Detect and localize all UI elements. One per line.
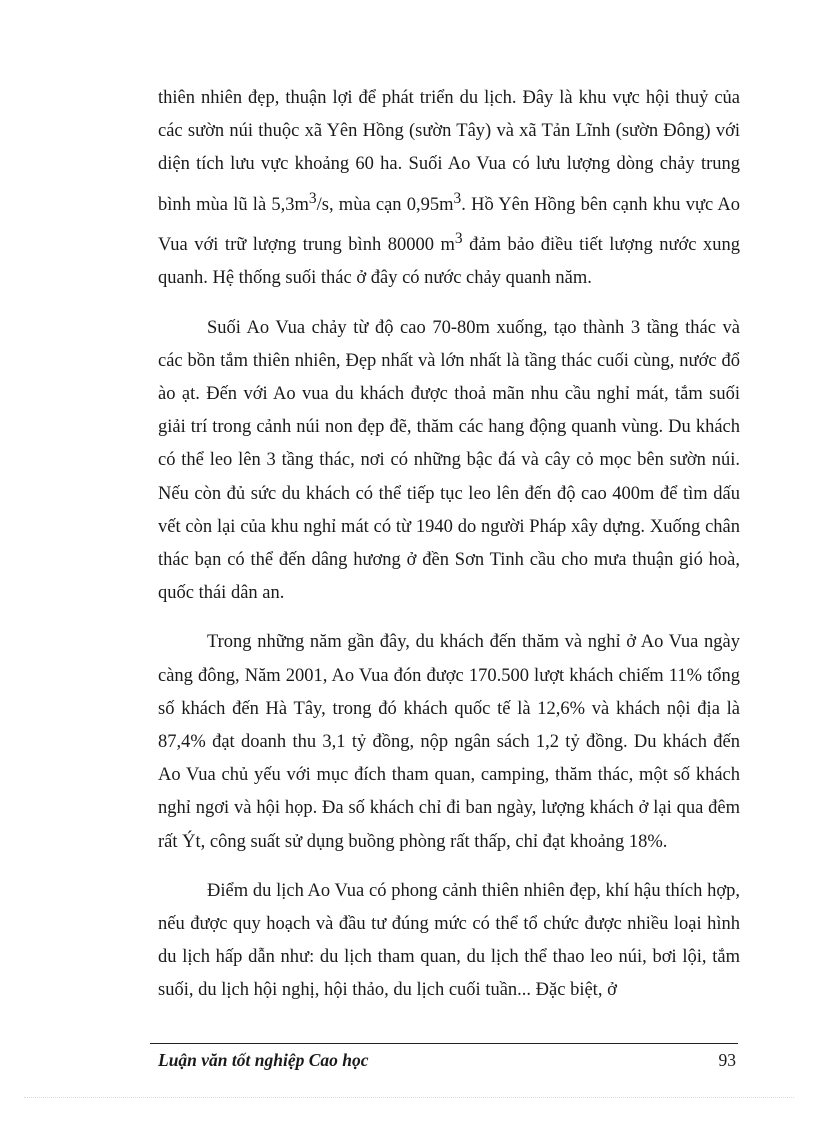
text-run: /s, mùa cạn 0,95m <box>316 194 454 215</box>
paragraph-2 <box>158 312 740 611</box>
text-run: thiên nhiên đẹp, thuận lợi để phát triển du lịch. Đây là khu vực hội thuỷ của các sườn núi thuộc xã Yên Hồng (sườn Tây) và xã Tản Lĩnh (sườn Đông) với diện tích lưu vực khoảng 60 ha. Suối Ao Vua có lưu lượng dòng chảy trung bình mùa lũ là 5,3m <box>158 88 740 215</box>
paragraph-1 <box>158 82 740 296</box>
text-run: . Hồ Yên Hồng bên cạnh khu vực Ao Vua với trữ lượng trung bình 80000 m <box>158 194 740 256</box>
superscript: 3 <box>453 189 462 207</box>
superscript: 3 <box>454 229 463 247</box>
superscript: 3 <box>308 189 317 207</box>
footer-row <box>150 1050 738 1071</box>
page-footer <box>150 1043 738 1071</box>
footer-divider <box>150 1043 738 1044</box>
footer-thesis-title: Luận văn tốt nghiệp Cao học <box>158 1050 369 1070</box>
page-body <box>158 82 740 1024</box>
page-number: 93 <box>718 1050 736 1070</box>
page-edge-divider <box>24 1097 794 1098</box>
text-run: đảm bảo điều tiết lượng nước xung quanh. Hệ thống suối thác ở đây có nước chảy quanh năm. <box>158 235 740 289</box>
text-run: Suối Ao Vua chảy từ độ cao 70-80m xuống, tạo thành 3 tầng thác và các bồn tắm thiên nhiên, Đẹp nhất và lớn nhất là tầng thác cuối cùng, nước đổ ào ạt. Đến với Ao vua du khách được thoả mãn nhu cầu nghỉ mát, tắm suối giải trí trong cảnh núi non đẹp đẽ, thăm các hang động quanh vùng. Du khách có thể leo lên 3 tầng thác, nơi có những bậc đá và cây cỏ mọc bên sườn núi. Nếu còn đủ sức du khách có thể tiếp tục leo lên đến độ cao 400m để tìm dấu vết còn lại của khu nghỉ mát có từ 1940 do người Pháp xây dựng. Xuống chân thác bạn có thể đến dâng hương ở đền Sơn Tinh cầu cho mưa thuận gió hoà, quốc thái dân an. <box>158 317 740 604</box>
paragraph-3 <box>158 626 740 858</box>
text-run: Điểm du lịch Ao Vua có phong cảnh thiên nhiên đẹp, khí hậu thích hợp, nếu được quy hoạch và đầu tư đúng mức có thể tổ chức được nhiều loại hình du lịch hấp dẫn như: du lịch tham quan, du lịch thể thao leo núi, bơi lội, tắm suối, du lịch hội nghị, hội thảo, du lịch cuối tuần... Đặc biệt, ở <box>158 880 740 1001</box>
paragraph-4 <box>158 875 740 1008</box>
text-run: Trong những năm gần đây, du khách đến thăm và nghỉ ở Ao Vua ngày càng đông, Năm 2001, Ao Vua đón được 170.500 lượt khách chiếm 11% tổng số khách đến Hà Tây, trong đó khách quốc tế là 12,6% và khách nội địa là 87,4% đạt doanh thu 3,1 tỷ đồng, nộp ngân sách 1,2 tỷ đồng. Du khách đến Ao Vua chủ yếu với mục đích tham quan, camping, thăm thác, một số khách nghỉ ngơi và hội họp. Đa số khách chỉ đi ban ngày, lượng khách ở lại qua đêm rất Ýt, công suất sử dụng buồng phòng rất thấp, chỉ đạt khoảng 18%. <box>158 632 740 852</box>
